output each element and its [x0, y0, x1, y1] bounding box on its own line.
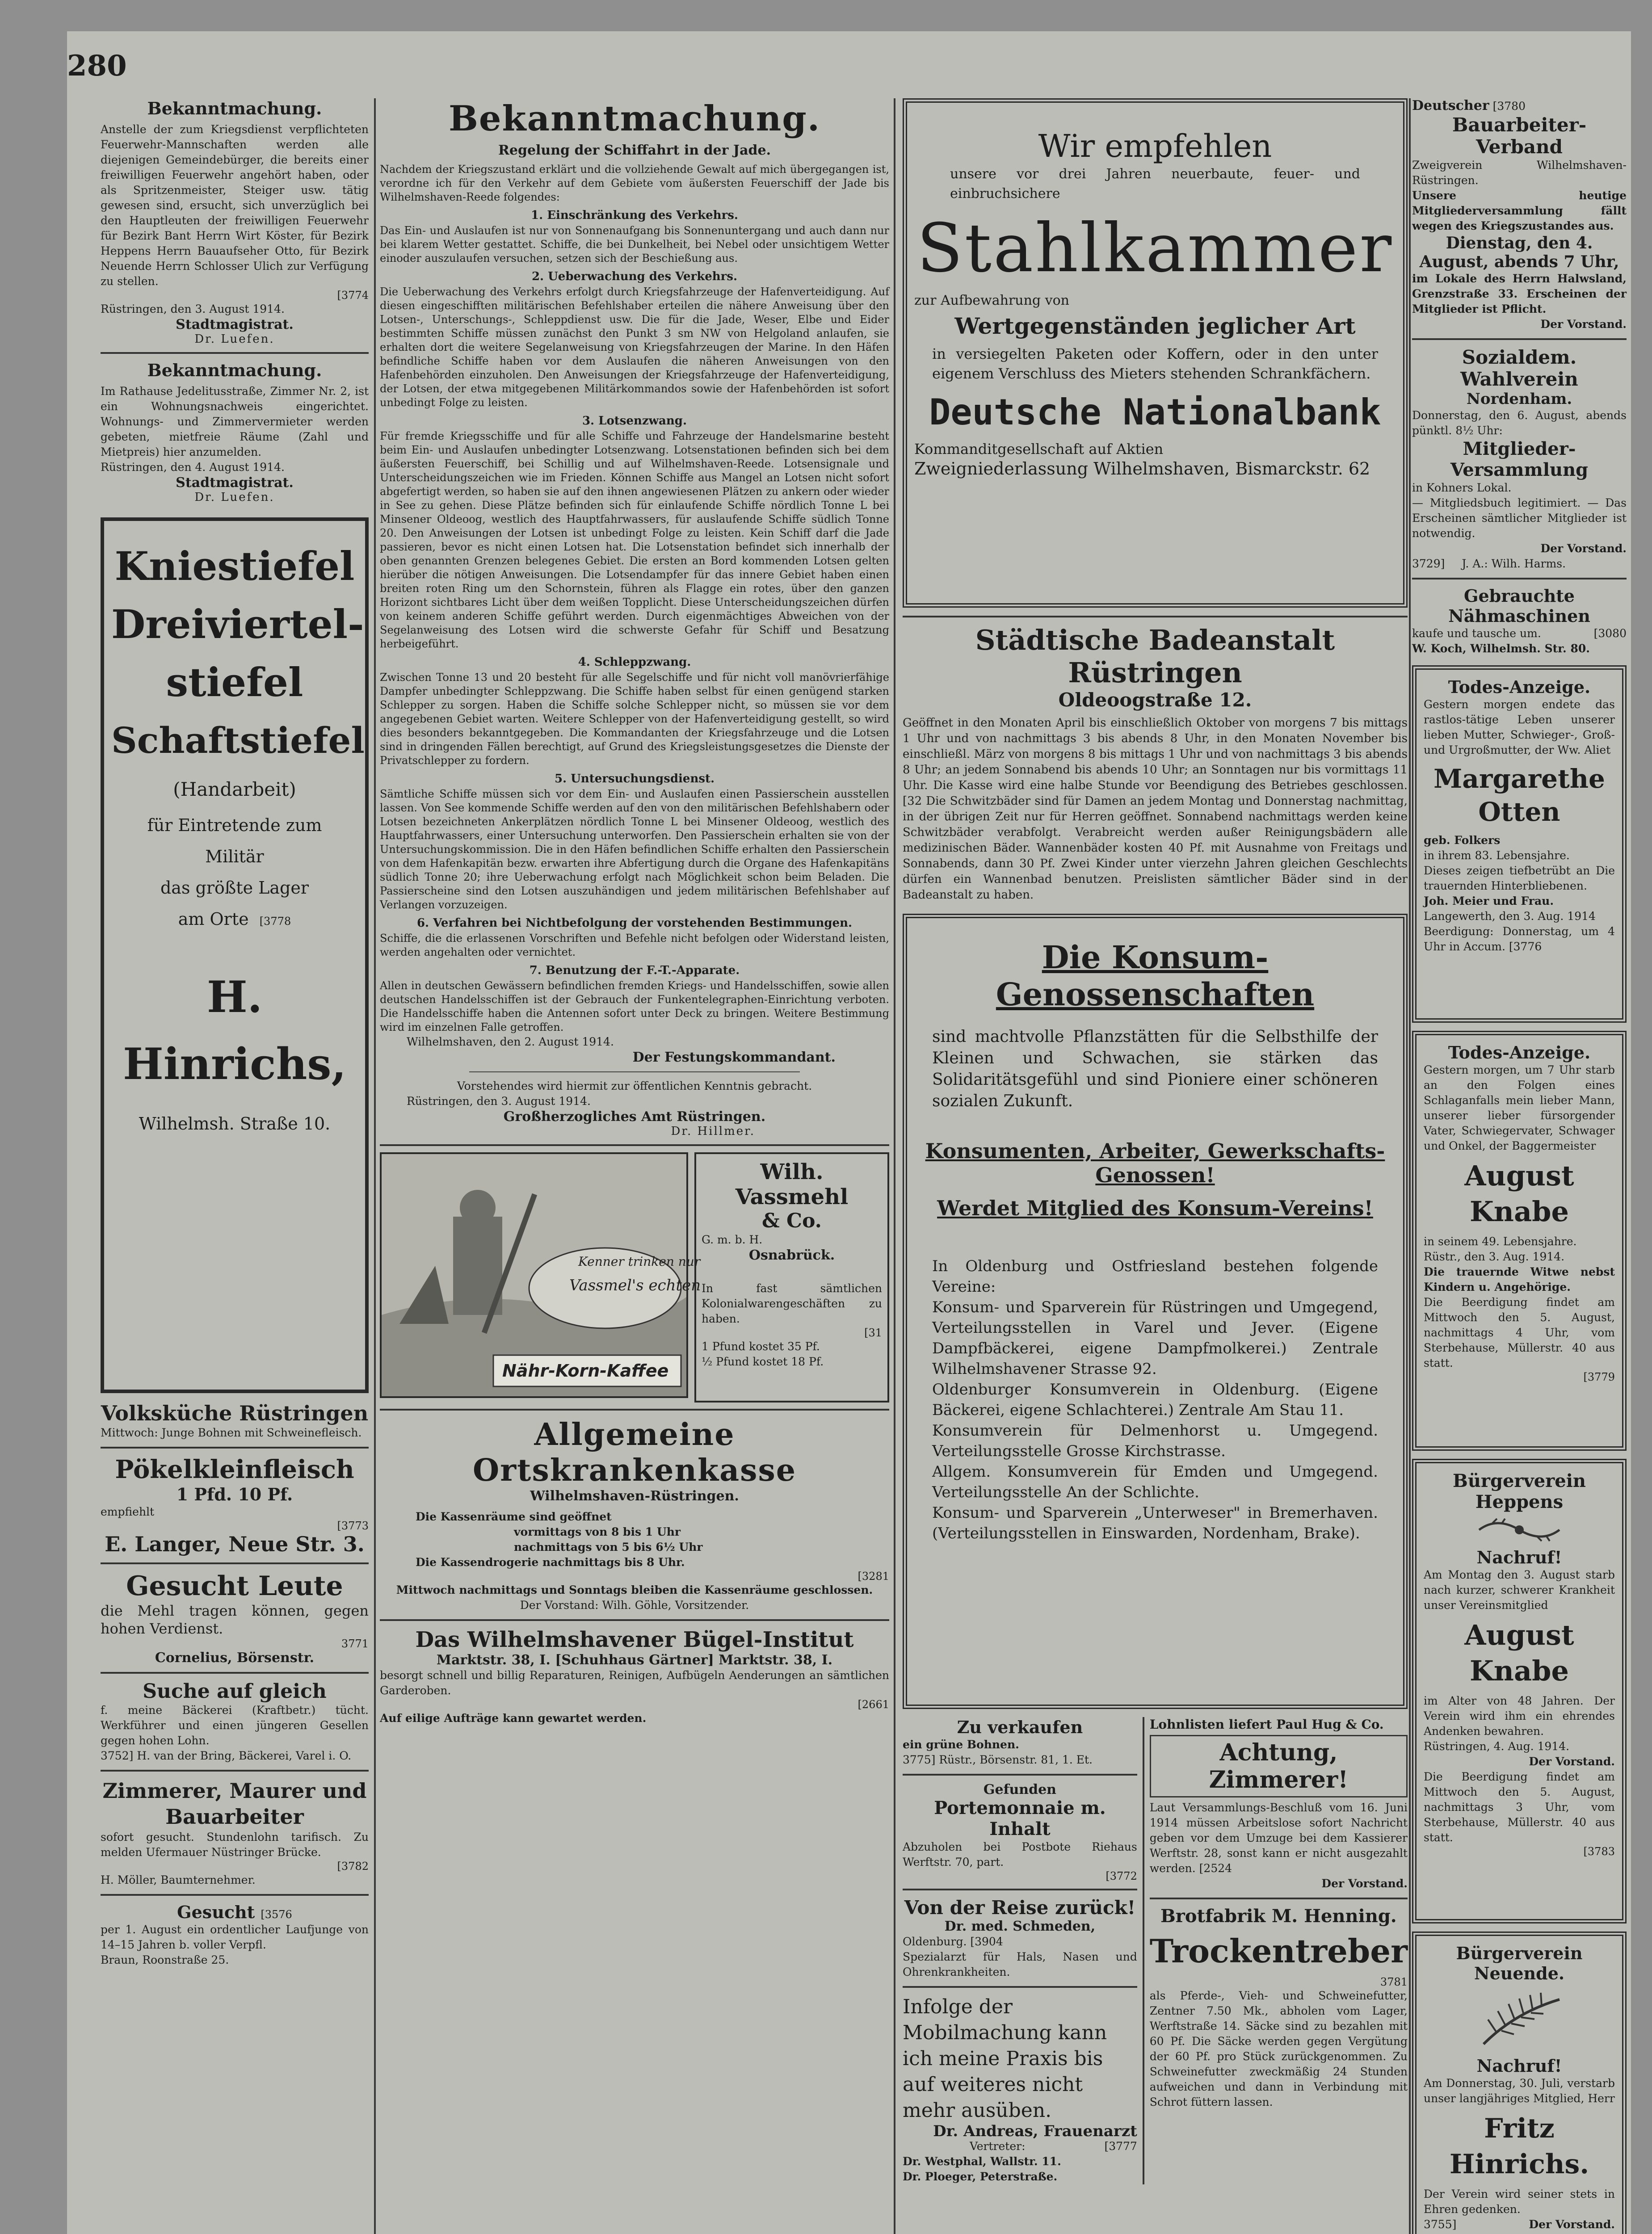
ad-ref: 3771 — [341, 1638, 369, 1650]
ad-title: Bürgerverein Neuende. — [1456, 1943, 1583, 1983]
ad-text: Abzuholen bei Postbote Riehaus Werftstr. 70, part. — [903, 1840, 1137, 1869]
ad-text: Spezialarzt für Hals, Nasen und Ohrenkrankheiten. — [903, 1950, 1137, 1978]
decree-section-text: Allen in deutschen Gewässern befindlichen fremden Kriegs- und Handelsschiffen, sowie allen deutschen Handelsschiffen ist der Gebrauch der Funkentelegraphen-Einrichtung verboten. Die Handelsschiffe haben die Antennen sofort unter Deck zu bringen. Weitere Bestimmung wird im einzelnen Falle getroffen. — [380, 979, 889, 1033]
ad-line: zur Aufbewahrung von — [914, 293, 1069, 308]
decree-section-title: 1. Einschränkung des Verkehrs. — [531, 209, 738, 222]
ad-title: Todes-Anzeige. — [1448, 677, 1591, 697]
column-4 — [1412, 98, 1627, 2234]
ad-signer: Der Vorstand. — [1540, 318, 1627, 331]
ad-subtitle: Wilhelmshaven-Rüstringen. — [530, 1488, 739, 1504]
ad-line: für Eintretende zum — [147, 815, 322, 835]
ad-ref: 3781 — [1380, 1976, 1408, 1988]
ad-ref: 3775] — [903, 1753, 936, 1766]
ad-line: Kniestiefel — [114, 543, 355, 589]
ad-slogan: Werdet Mitglied des Konsum-Vereins! — [937, 1196, 1373, 1220]
ad-text: Infolge der Mobilmachung kann ich meine Praxis bis auf weiteres nicht mehr ausüben. — [903, 1995, 1107, 2122]
ad-address: Oldeoogstraße 12. — [1058, 689, 1252, 711]
decree-date: Wilhelmshaven, den 2. August 1914. — [407, 1035, 614, 1048]
ad-line: am Orte — [178, 909, 249, 929]
ad-ref: [3780 — [1492, 100, 1526, 113]
ad-address: Wilhelmsh. Straße 10. — [139, 1114, 331, 1134]
ad-price: ½ Pfund kostet 18 Pf. — [702, 1355, 824, 1368]
ad-line: Zweigniederlassung Wilhelmshaven, Bismarckstr. 62 — [914, 459, 1370, 479]
hug-ad — [1150, 1717, 1408, 1891]
ad-text: nachmittags von 5 bis 6½ Uhr — [514, 1541, 703, 1554]
ad-name: Dr. med. Schmeden, — [944, 1919, 1096, 1934]
ad-text: die Mehl tragen können, gegen hohen Verdienst. — [101, 1602, 369, 1637]
decree-publish: Vorstehendes wird hiermit zur öffentlichen Kenntnis gebracht. — [457, 1079, 812, 1092]
notice-signer: Stadtmagistrat. — [176, 475, 294, 491]
ad-text: Geöffnet in den Monaten April bis einschließlich Oktober von morgens 7 bis mittags 1 Uhr und von nachmittags 3 bis abends 8 Uhr, in den Monaten November bis einschließl. März von morgens 8 bis mittags 1 Uhr und von nachmittags 3 bis abends 8 Uhr; an jedem Sonnabend bis abends 10 Uhr; an Sonntagen nur bis vormittags 11 Uhr. Die Kasse wird eine halbe Stunde vor Beendigung des Betriebes geschlossen. [32 Die Schwitzbäder sind für Damen an jedem Montag und Donnerstag nachmittag, in der übrigen Zeit nur für Herren geöffnet. Sonnabend nachmittags werden keine Schwitzbäder verabfolgt. Verabreicht werden außer Reinigungsbädern alle medizinischen Bäder. Wannenbäder kosten 40 Pf. mit Ausnahme von Freitags und Sonnabends, dann 30 Pf. Zwei Kinder unter vierzehn Jahren gleichen Geschlechts dürfen ein Wannenbad benutzen. Preislisten sämtlicher Bäder sind in der Badeanstalt zu haben. — [903, 716, 1408, 902]
sozial-ad — [1412, 346, 1627, 571]
ad-text: Laut Versammlungs-Beschluß vom 16. Juni 1914 müssen Arbeitslose sofort Nachricht geben vor dem Umzuge bei dem Kassierer Werftstr. 28, sonst kann er nicht ausgezahlt werden. [2524 — [1149, 1801, 1408, 1875]
notice-date: Rüstringen, den 4. August 1914. — [101, 461, 285, 474]
ad-text: Der Vorstand: Wilh. Göhle, Vorsitzender. — [520, 1599, 749, 1612]
ad-contact: H. van der Bring, Bäckerei, Varel i. O. — [137, 1749, 352, 1762]
ad-text: Vertreter: — [970, 2140, 1026, 2153]
ad-name: August Knabe — [1464, 1619, 1574, 1687]
ad-ref: [3779 — [1583, 1371, 1615, 1383]
carpenters-ad — [101, 1778, 369, 1888]
ad-text: im Lokale des Herrn Halwsland, Grenzstraße 33. Erscheinen der Mitglieder ist Pflicht. — [1412, 272, 1627, 315]
ad-text: Die trauernde Witwe nebst Kindern u. Angehörige. — [1424, 1265, 1615, 1293]
ad-text: sofort gesucht. Stundenlohn tarifisch. Zu melden Ufermauer Nüstringer Brücke. — [101, 1831, 369, 1859]
ad-title: Das Wilhelmshavener Bügel-Institut — [415, 1627, 854, 1652]
ad-text: Allgem. Konsumverein für Emden und Umgegend. Verteilungsstelle An der Schlichte. — [932, 1463, 1378, 1501]
heppens-notice — [1412, 1459, 1627, 1923]
ad-contact: Braun, Roonstraße 25. — [101, 1953, 229, 1966]
ad-price: 1 Pfund kostet 35 Pf. — [702, 1340, 820, 1353]
ad-ref: [3080 — [1593, 627, 1627, 640]
ad-text: Am Montag den 3. August starb nach kurzer, schwerer Krankheit unser Vereinsmitglied — [1424, 1568, 1615, 1612]
ad-text: in ihrem 83. Lebensjahre. — [1424, 849, 1570, 862]
ad-title: Volksküche Rüstringen — [101, 1401, 369, 1425]
ad-brand: Wilh. Vassmehl — [735, 1159, 849, 1209]
ad-gmbh: G. m. b. H. — [702, 1233, 763, 1246]
ad-ref: [3776 — [1509, 940, 1542, 953]
ad-text: In Oldenburg und Ostfriesland bestehen folgende Vereine: — [932, 1257, 1378, 1296]
ad-text: — Mitgliedsbuch legitimiert. — Das Erscheinen sämtlicher Mitglieder ist notwendig. — [1412, 496, 1627, 540]
ad-text: Die Kassenräume sind geöffnet — [416, 1510, 612, 1523]
ad-company: H. Hinrichs, — [123, 972, 346, 1089]
ad-ref: [3782 — [337, 1860, 369, 1873]
ad-product: Trockentreber — [1149, 1932, 1408, 1970]
column-rule — [1409, 98, 1411, 2234]
decree-section-text: Die Ueberwachung des Verkehrs erfolgt durch Kriegsfahrzeuge der Hafenverteidigung. Auf diesen eingeschifften militärischen Befehlshaber erteilen die nähere Anweisung über den Lotsen-, Unterschungs-, Schleppdienst usw. Die für die Jade, Weser, Elbe und Eider bestimmten Schiffe müssen zunächst den Punkt 3 sm NW von Helgoland anlaufen, sie erhalten dort die weitere Segelanweisung von Kriegsfahrzeugen der Marine. In den Häfen befindliche Schiffe haben vor dem Auslaufen die näheren Anweisungen von den Hafenbehörden einzuholen. Den Anweisungen der Kriegsfahrzeuge der Hafenverteidigung, der Lotsen, der etwa mitgegebenen Militärkommandos sowie der Hafenbehörden ist sofort unbedingt Folge zu leisten. — [380, 286, 889, 409]
palm-branch-icon — [1470, 1986, 1568, 2053]
decree-section-title: 6. Verfahren bei Nichtbefolgung der vorstehenden Bestimmungen. — [416, 916, 853, 930]
ad-title: Achtung, Zimmerer! — [1150, 1735, 1408, 1797]
image-caption: Kenner trinken nur — [578, 1254, 701, 1269]
ad-text: Oldenburger Konsumverein in Oldenburg. (Eigene Bäckerei, eigene Schlachterei.) Zentrale Am Stau 11. — [932, 1381, 1378, 1419]
ad-title: Gesucht — [177, 1902, 255, 1922]
bank-ad — [903, 98, 1408, 608]
ad-title: Zimmerer, Maurer und Bauarbeiter — [102, 1779, 367, 1829]
decree-office-signer: Dr. Hillmer. — [671, 1125, 755, 1138]
decree-section-text: Zwischen Tonne 13 und 20 besteht für alle Segelschiffe und für nicht voll manövrierfähige Dampfer unbedingter Schleppzwang. Die Schiffe haben selbst für einen genügend starken Schlepper zu sorgen. Haben die Schiffe solche Schlepper nicht, so müssen sie vor dem angegebenen Gebiet warten. Weitere Schlepper von der Hafenverteidigung gestellt, so wird dies besonders bekanntgegeben. Die Kommandanten der Kriegsfahrzeuge und die Lotsen sind in dringenden Fällen berechtigt, auf Grund des Kriegsleistungsgesetzes die Dienste der Privatschlepper zu fordern. — [380, 671, 889, 767]
column-3 — [903, 98, 1408, 2184]
column-2 — [380, 98, 889, 1726]
bath-ad — [903, 624, 1408, 903]
notice-text: Anstelle der zum Kriegsdienst verpflichteten Feuerwehr-Mannschaften werden alle diejenigen Gemeindebürger, die bereits einer freiwilligen Feuerwehr angehört haben, oder als Spritzenmeister, Steiger usw. tätig gewesen sind, ersucht, sich unverzüglich bei den Hauptleuten der freiwilligen Feuerwehr für Bezirk Bant Herrn Wirt Köster, für Bezirk Heppens Herrn Bauaufseher Otto, für Bezirk Neuende Herrn Schlosser Ulich zur Verfügung zu stellen. — [101, 123, 369, 288]
page-number: 280 — [67, 49, 127, 83]
ad-ref: 3752] — [101, 1749, 134, 1762]
henning-ad — [1150, 1906, 1408, 2110]
coffee-illustration — [380, 1152, 701, 1398]
aok-ad — [380, 1417, 889, 1613]
ad-title: Gebrauchte Nähmaschinen — [1448, 586, 1590, 626]
ad-line: Schaftstiefel — [111, 719, 365, 761]
kitchen-ad — [101, 1401, 369, 1440]
decree-office: Großherzogliches Amt Rüstringen. — [503, 1109, 766, 1125]
notice-volunteers — [101, 98, 369, 346]
boots-ad — [101, 517, 369, 1393]
ad-ref: [31 — [864, 1327, 882, 1339]
found-ad — [903, 1782, 1137, 1882]
ad-text: geb. Folkers — [1424, 834, 1501, 847]
ad-text: Langewerth, den 3. Aug. 1914 — [1424, 910, 1596, 923]
ad-text: Am Donnerstag, 30. Juli, verstarb unser langjähriges Mitglied, Herr — [1424, 2077, 1615, 2105]
wreath-icon — [1470, 1514, 1568, 1545]
ad-name: August Knabe — [1464, 1159, 1574, 1228]
ad-city: Oldenburg. — [903, 1935, 967, 1948]
decree-section-text: Das Ein- und Auslaufen ist nur von Sonnenaufgang bis Sonnenuntergang und auch dann nur bei klarem Wetter gestattet. Schiffe, die bei Dunkelheit, bei Nebel oder unsichtigem Wetter einoder auszulaufen versuchen, setzen sich der Beschießung aus. — [380, 224, 889, 265]
ad-ref: [3774 — [337, 289, 369, 302]
ad-signer: Der Vorstand. — [1529, 1755, 1615, 1768]
ad-text: Rüstr., den 3. Aug. 1914. — [1424, 1250, 1565, 1263]
ad-text: Die Kassendrogerie nachmittags bis 8 Uhr. — [416, 1556, 685, 1569]
ad-title: Pökelkleinfleisch — [115, 1455, 354, 1484]
ad-title: Nachruf! — [1476, 2056, 1562, 2076]
meat-ad — [101, 1455, 369, 1556]
ad-text: Gestern morgen, um 7 Uhr starb an den Folgen eines Schlaganfalls mein lieber Mann, unserer lieber fürsorgender Vater, Schwiegervater, Schwager und Onkel, der Baggermeister — [1424, 1063, 1615, 1152]
decree-section-text: Sämtliche Schiffe müssen sich vor dem Ein- und Auslaufen einen Passierschein ausstellen lassen. Von See kommende Schiffe werden auf den von den militärischen Befehlshabern oder Lotsen bezeichneten Ankerplätzen nördlich Tonne L bei Minsener Oldeoog, westlich des Hauptfahrwassers, einer Untersuchung unterworfen. Den Passierschein erhalten sie von der Untersuchungskommission. Die in den Häfen befindlichen Schiffe erhalten den Passierschein von dem Hafenkapitän bezw. erwarten ihre Abfertigung durch die Organe des Hafenkapitäns südlich Tonne 20; ihre Ueberwachung erfolgt nach Möglichkeit schon beim Beladen. Die Passierscheine sind den Lotsen auszuhändigen und jedem militärischen Befehlshaber auf Verlangen vorzuzeigen. — [380, 788, 889, 911]
ad-text: besorgt schnell und billig Reparaturen, Reinigen, Aufbügeln Aenderungen an sämtlichen Garderoben. — [380, 1669, 889, 1697]
ad-name: Margarethe Otten — [1433, 764, 1605, 827]
ad-ref: 3729] — [1412, 557, 1445, 570]
ad-title: Gesucht Leute — [126, 1571, 343, 1602]
image-caption: Vassmel's echten — [569, 1277, 701, 1294]
ad-text: Dieses zeigen tiefbetrübt an Die trauernden Hinterbliebenen. — [1424, 864, 1615, 892]
doctor-ad — [903, 1994, 1137, 2184]
decree-subtitle: Regelung der Schiffahrt in der Jade. — [498, 143, 771, 158]
ad-text: Konsum- und Sparverein „Unterweser" in Bremerhaven. (Verteilungsstellen in Einswarden, Nordenham, Brake). — [932, 1504, 1378, 1542]
ad-seller: E. Langer, Neue Str. 3. — [105, 1532, 365, 1556]
ad-title: Allgemeine Ortskrankenkasse — [472, 1417, 797, 1488]
konsum-ad — [903, 914, 1408, 1709]
wanted-ad-1 — [101, 1571, 369, 1666]
neuende-notice — [1412, 1932, 1627, 2234]
ad-header: Lohnlisten liefert Paul Hug & Co. — [1149, 1717, 1384, 1732]
ad-text: empfiehlt — [101, 1505, 155, 1518]
ad-title: Nachruf! — [1476, 1547, 1562, 1567]
ad-text: als Pferde-, Vieh- und Schweinefutter, Zentner 7.50 Mk., abholen vom Lager, Werftstraße 14. Säcke sind zu bezahlen mit 60 Pf. Die Säcke werden gegen Vergütung der 60 Pf. pro Stück zurückgenommen. Zu Schweinefutter zweckmäßig 24 Stunden aufweichen und dann in Verbindung mit Schrot füttern lassen. — [1149, 1989, 1408, 2108]
ad-ref: [3576 — [261, 1908, 292, 1921]
ad-line: Dreiviertel- — [111, 601, 364, 647]
ad-ref: [3777 — [1104, 2140, 1137, 2153]
death-notice-knabe — [1412, 1031, 1627, 1451]
newspaper-page — [67, 31, 1631, 2234]
ad-text: Mittwoch nachmittags und Sonntags bleiben die Kassenräume geschlossen. — [396, 1583, 873, 1596]
ad-item: Portemonnaie m. Inhalt — [934, 1797, 1106, 1839]
column-1 — [101, 98, 369, 1968]
ad-text: Konsum- und Sparverein für Rüstringen und Umgegend, Verteilungsstellen in Varel und Jever. (Eigene Dampfbäckerei, eigene Dampfmolkerei.) Zentrale Wilhelmshavener Strasse 92. — [932, 1298, 1378, 1378]
ad-footer: Auf eilige Aufträge kann gewartet werden. — [380, 1712, 647, 1725]
ad-sub: Zweigverein Wilhelmshaven-Rüstringen. — [1412, 159, 1627, 187]
ironing-ad — [380, 1627, 889, 1726]
decree-section-text: Für fremde Kriegsschiffe und für alle Schiffe und Fahrzeuge der Handelsmarine besteht beim Ein- und Auslaufen unbedingter Lotsenzwang. Lotsenstationen befinden sich bei dem äußersten Feuerschiff, bei Schillig und auf Wilhelmshaven-Reede. Lotsensignale und Unterscheidungszeichen wie im Frieden. Können Schiffe aus Mangel an Lotsen nicht sofort abgefertigt werden, so haben sie auf den ihnen angewiesenen Plätzen zu ankern oder wieder in See zu gehen. Diese Plätze befinden sich für einlaufende Schiffe nördlich Tonne L bei Minsener Oldeoog, westlich des Hauptfahrwassers, für auslaufende Schiffe südlich Tonne 20. Den Anweisungen der Lotsen ist unbedingt Folge zu leisten. Kein Schiff darf die Jade passieren, bevor es nicht einen Lotsen hat. Die Lotsenstation befindet sich innerhalb der oben genannten Grenzen belegenes Gebiet. Die ersten an Bord kommenden Lotsen gelten hierüber die nötigen Anweisungen. Die Lotsendampfer für das innere Gebiet haben einen breiten roten Ring um den Schornstein, führen als Flagge ein rotes, über den ganzen Horizont sichtbares Licht über dem weißen Topplicht. Diese Unterscheidungszeichen dürfen von keinem anderen Schiffe geführt werden. Durch eigenmächtiges Abweichen von der Segelanweisung des Lotsen wird die schwerste Gefahr für Schiff und Besatzung herbeigeführt. — [380, 430, 889, 650]
ad-text: in Kohners Lokal. — [1412, 481, 1512, 494]
union-ad — [1412, 98, 1627, 332]
ad-title: Mitglieder-Versammlung — [1450, 438, 1589, 480]
ad-top: Deutscher — [1412, 98, 1489, 113]
ad-signer: Der Vorstand. — [1529, 2218, 1615, 2231]
ad-title: Bürgerverein Heppens — [1453, 1470, 1586, 1512]
ad-ref: [3281 — [858, 1570, 889, 1583]
ad-signer: Der Vorstand. — [1321, 1877, 1408, 1890]
ad-title: Todes-Anzeige. — [1448, 1042, 1591, 1062]
ad-title: Gefunden — [983, 1782, 1056, 1797]
ad-line: (Handarbeit) — [173, 778, 296, 800]
ad-line: Wertgegenständen jeglicher Art — [954, 313, 1356, 339]
ad-name: Fritz Hinrichs. — [1449, 2113, 1589, 2180]
notice-signer-name: Dr. Luefen. — [194, 332, 275, 346]
ad-text: Die Beerdigung findet am Mittwoch den 5. August, nachmittags 4 Uhr, vom Sterbehause, Müllerstr. 40 aus statt. — [1424, 1296, 1615, 1369]
ad-title: Stahlkammer — [916, 210, 1394, 287]
image-caption: Nähr-Korn-Kaffee — [502, 1361, 669, 1381]
decree-section-title: 7. Benutzung der F.-T.-Apparate. — [529, 964, 740, 977]
decree-publish-date: Rüstringen, den 3. August 1914. — [407, 1095, 591, 1108]
ad-ref: [3772 — [1106, 1870, 1137, 1882]
ad-ref: [3773 — [337, 1520, 369, 1532]
ad-text: Unsere heutige Mitgliederversammlung fällt wegen des Kriegszustandes aus. — [1412, 189, 1627, 232]
ad-title: Brotfabrik M. Henning. — [1160, 1906, 1397, 1927]
farmer-harvest-image — [382, 1154, 701, 1396]
ad-text: Mittwoch: Junge Bohnen mit Schweinefleisch. — [101, 1426, 362, 1439]
ad-line: in versiegelten Paketen oder Koffern, oder in den unter eigenem Verschluss des Mieters stehenden Schrankfächern. — [932, 345, 1378, 382]
ad-ref: [3783 — [1583, 1845, 1615, 1858]
ad-title: Zu verkaufen — [957, 1717, 1083, 1737]
ad-sub: Nordenham. — [1466, 390, 1572, 408]
wanted-ad-3 — [101, 1902, 369, 1968]
ad-contact: H. Möller, Baumternehmer. — [101, 1873, 256, 1886]
ad-line: das größte Lager — [160, 878, 309, 898]
ad-text: kaufe und tausche um. — [1412, 627, 1541, 640]
ad-price: 1 Pfd. 10 Pf. — [176, 1484, 293, 1504]
ad-text: Der Verein wird seiner stets in Ehren gedenken. — [1424, 2188, 1615, 2216]
decree-intro: Nachdem der Kriegszustand erklärt und die vollziehende Gewalt auf mich übergegangen ist, verordne ich für den Verkehr auf dem Gebiete vom äußersten Feuerschiff der Jade bis Wilhelmshaven-Reede folgendes: — [380, 163, 889, 203]
ad-text: Dr. Ploeger, Peterstraße. — [903, 2170, 1058, 2183]
sale-ad — [903, 1717, 1137, 1768]
ad-line: Militär — [205, 847, 264, 866]
ad-line: Wir empfehlen — [1038, 128, 1272, 164]
decree-section-title: 4. Schleppzwang. — [578, 655, 691, 669]
ad-title: Die Konsum-Genossenschaften — [996, 939, 1315, 1013]
ad-text: Beerdigung: Donnerstag, um 4 Uhr in Accum. — [1424, 925, 1615, 953]
small-ads-left — [903, 1717, 1137, 2184]
notice-housing — [101, 360, 369, 504]
ad-text: vormittags von 8 bis 1 Uhr — [514, 1525, 681, 1538]
ad-ref: [3778 — [259, 915, 291, 928]
ad-line: stiefel — [166, 659, 303, 705]
ad-text: f. meine Bäckerei (Kraftbetr.) tücht. Werkführer und einen jüngeren Gesellen gegen hohen Lohn. — [101, 1704, 369, 1747]
ad-ref: 3755] — [1424, 2218, 1457, 2231]
decree-section-title: 3. Lotsenzwang. — [582, 414, 687, 428]
ad-slogan: Konsumenten, Arbeiter, Gewerkschafts-Genossen! — [925, 1139, 1385, 1187]
ad-title: Suche auf gleich — [143, 1680, 327, 1703]
death-notice-otten — [1412, 665, 1627, 1023]
ad-text: Rüstringen, 4. Aug. 1914. — [1424, 1740, 1570, 1753]
ad-text: In fast sämtlichen Kolonialwarengeschäften zu haben. — [702, 1282, 882, 1325]
decree-signer: Der Festungskommandant. — [632, 1050, 836, 1065]
ad-text: ein grüne Bohnen. — [903, 1738, 1019, 1751]
ad-signer: Der Vorstand. — [1540, 542, 1627, 555]
notice-text: Im Rathause Jedelitusstraße, Zimmer Nr. 2, ist ein Wohnungsnachweis eingerichtet. Wohnungs- und Zimmervermieter werden gebeten, mietfreie Räume (Zahl und Mietpreis) hier anzumelden. — [101, 385, 369, 458]
ad-title: Von der Reise zurück! — [904, 1897, 1136, 1919]
decree-section-text: Schiffe, die die erlassenen Vorschriften und Befehle nicht befolgen oder Widerstand leisten, werden angehalten oder vernichtet. — [380, 932, 889, 958]
ad-text: Donnerstag, den 6. August, abends pünktl. 8½ Uhr: — [1412, 409, 1627, 437]
column-rule — [374, 98, 376, 2234]
ad-line: Kommanditgesellschaft auf Aktien — [914, 441, 1164, 458]
sewing-ad — [1412, 586, 1627, 656]
small-ads-right — [1150, 1717, 1408, 2184]
ad-text: Dr. Westphal, Wallstr. 11. — [903, 2155, 1061, 2168]
decree-title: Bekanntmachung. — [449, 98, 820, 139]
ad-text: Gestern morgen endete das rastlos-tätige Leben unserer lieben Mutter, Schwieger-, Groß- und Urgroßmutter, der Ww. Aliet — [1424, 698, 1615, 756]
ad-text: Rüstr., Börsenstr. 81, 1. Et. — [939, 1753, 1093, 1766]
travel-ad — [903, 1897, 1137, 1980]
decree-section-title: 2. Ueberwachung des Verkehrs. — [531, 270, 738, 283]
wanted-ad-2 — [101, 1680, 369, 1764]
notice-signer: Stadtmagistrat. — [176, 317, 294, 332]
notice-signer-name: Dr. Luefen. — [194, 491, 275, 504]
notice-date: Rüstringen, den 3. August 1914. — [101, 302, 285, 315]
decree-section-title: 5. Untersuchungsdienst. — [554, 772, 715, 785]
ad-contact: W. Koch, Wilhelmsh. Str. 80. — [1412, 642, 1590, 655]
ad-name: Dr. Andreas, Frauenarzt — [933, 2122, 1137, 2140]
ad-brand-co: & Co. — [762, 1209, 822, 1232]
ad-text: Konsumverein für Delmenhorst u. Umgegend. Verteilungsstelle Grosse Kirchstrasse. — [932, 1422, 1378, 1460]
ad-ref: [3904 — [970, 1935, 1003, 1948]
ad-text: Joh. Meier und Frau. — [1424, 894, 1554, 907]
notice-title: Bekanntmachung. — [147, 98, 322, 118]
notice-title: Bekanntmachung. — [147, 360, 322, 380]
ad-text: Die Beerdigung findet am Mittwoch den 5. August, nachmittags 3 Uhr, vom Sterbehause, Müllerstr. 40 aus statt. — [1424, 1770, 1615, 1844]
ad-text: Dienstag, den 4. August, abends 7 Uhr, — [1419, 234, 1619, 271]
ad-ref: [2661 — [858, 1698, 889, 1711]
vassmehl-ad — [380, 1152, 889, 1403]
ad-text: im Alter von 48 Jahren. Der Verein wird ihm ein ehrendes Andenken bewahren. — [1424, 1694, 1615, 1738]
ad-title: Sozialdem. Wahlverein — [1460, 346, 1578, 390]
ad-line: unsere vor drei Jahren neuerbaute, feuer- und einbruchsichere — [950, 166, 1360, 202]
column-rule — [894, 98, 895, 2234]
ad-title: Bauarbeiter-Verband — [1452, 114, 1587, 158]
ad-signer: J. A.: Wilh. Harms. — [1462, 557, 1566, 570]
ad-company: Deutsche Nationalbank — [929, 391, 1381, 433]
ad-city: Osnabrück. — [748, 1247, 835, 1263]
ad-title: Städtische Badeanstalt Rüstringen — [975, 624, 1335, 689]
ad-address: Marktstr. 38, I. [Schuhhaus Gärtner] Marktstr. 38, I. — [436, 1652, 833, 1668]
ad-contact: Cornelius, Börsenstr. — [155, 1650, 315, 1666]
ad-text: in seinem 49. Lebensjahre. — [1424, 1235, 1577, 1248]
ad-text: per 1. August ein ordentlicher Laufjunge von 14–15 Jahren b. voller Verpfl. — [101, 1923, 369, 1951]
ad-text: sind machtvolle Pflanzstätten für die Selbsthilfe der Kleinen und Schwachen, sie stärken das Solidaritätsgefühl und sind Pioniere einer schöneren sozialen Zukunft. — [932, 1028, 1378, 1110]
